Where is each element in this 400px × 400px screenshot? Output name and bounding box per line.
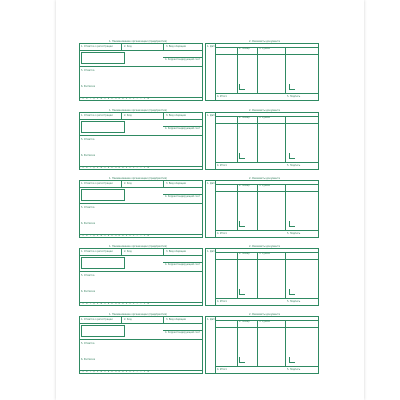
row-divider bbox=[79, 187, 203, 188]
entry-box[interactable] bbox=[81, 121, 125, 133]
field-label-operation: 3. Вид операции bbox=[166, 45, 187, 48]
block-header-left: 1. Наименование организации (предприятия) bbox=[109, 313, 167, 316]
field-label-mark: 5. Отметка bbox=[81, 274, 95, 277]
col-divider bbox=[121, 112, 122, 119]
code-ticks: А Б В Г Д Е Ж З И К Л М Н О П Р С Т У Ф bbox=[79, 98, 150, 100]
field-label-signature: 5. Подпись bbox=[287, 300, 301, 303]
row-divider bbox=[79, 66, 203, 67]
row-divider bbox=[215, 366, 319, 367]
row-divider bbox=[215, 230, 319, 231]
code-ticks: А Б В Г Д Е Ж З И К Л М Н О П Р С Т У Ф bbox=[79, 371, 150, 373]
field-label-total: 4. Итого bbox=[217, 164, 227, 167]
field-label-registration: 1. Отметка о регистрации bbox=[81, 182, 113, 185]
entry-box[interactable] bbox=[81, 325, 125, 337]
field-label-sum: 3. Сумма bbox=[259, 184, 270, 187]
field-label-registration: 1. Отметка о регистрации bbox=[81, 114, 113, 117]
field-label-sum: 3. Сумма bbox=[259, 320, 270, 323]
field-label-account: 4. Корреспондирующий счет bbox=[165, 331, 201, 334]
row-divider bbox=[79, 119, 203, 120]
block-header-left: 1. Наименование организации (предприятия) bbox=[109, 245, 167, 248]
field-label-total: 4. Итого bbox=[217, 300, 227, 303]
field-label-operation: 3. Вид операции bbox=[166, 182, 187, 185]
row-divider bbox=[215, 162, 319, 163]
field-label-mark: 5. Отметка bbox=[81, 206, 95, 209]
field-label-code: 2. Код bbox=[124, 250, 132, 253]
field-label-operation: 3. Вид операции bbox=[166, 114, 187, 117]
col-divider bbox=[121, 43, 122, 50]
row-divider bbox=[215, 123, 319, 124]
entry-box[interactable] bbox=[81, 257, 125, 269]
row-divider bbox=[79, 255, 203, 256]
block-header-right: 2. Реквизиты документа bbox=[249, 109, 280, 112]
form-block bbox=[79, 109, 319, 173]
corner-mark bbox=[239, 357, 245, 363]
corner-mark bbox=[289, 221, 295, 227]
field-label-signature: 5. Подпись bbox=[287, 232, 301, 235]
field-label-number: 2. Номер bbox=[239, 116, 250, 119]
field-label-account: 4. Корреспондирующий счет bbox=[165, 127, 201, 130]
row-divider bbox=[215, 298, 319, 299]
form-block bbox=[79, 177, 319, 241]
block-header-left: 1. Наименование организации (предприятия) bbox=[109, 109, 167, 112]
entry-box[interactable] bbox=[81, 52, 125, 64]
field-label-number: 2. Номер bbox=[239, 252, 250, 255]
block-header-right: 2. Реквизиты документа bbox=[249, 40, 280, 43]
col-divider bbox=[121, 316, 122, 323]
form-block bbox=[79, 245, 319, 309]
col-divider bbox=[163, 248, 164, 255]
field-label-receipt: 6. Расписка bbox=[81, 358, 96, 361]
field-label-number: 2. Номер bbox=[239, 184, 250, 187]
field-label-sum: 3. Сумма bbox=[259, 252, 270, 255]
corner-mark bbox=[289, 84, 295, 90]
col-divider bbox=[121, 180, 122, 187]
block-header-right: 2. Реквизиты документа bbox=[249, 177, 280, 180]
block-header-right: 2. Реквизиты документа bbox=[249, 245, 280, 248]
field-label-date: 1. Дата bbox=[207, 250, 216, 253]
field-label-total: 4. Итого bbox=[217, 368, 227, 371]
block-header-left: 1. Наименование организации (предприятия) bbox=[109, 177, 167, 180]
block-header-left: 1. Наименование организации (предприятия) bbox=[109, 40, 167, 43]
row-divider bbox=[79, 203, 203, 204]
field-label-signature: 5. Подпись bbox=[287, 164, 301, 167]
field-label-account: 4. Корреспондирующий счет bbox=[165, 58, 201, 61]
form-block bbox=[79, 40, 319, 104]
field-label-mark: 5. Отметка bbox=[81, 342, 95, 345]
row-divider bbox=[215, 54, 319, 55]
row-divider bbox=[79, 135, 203, 136]
field-label-registration: 1. Отметка о регистрации bbox=[81, 45, 113, 48]
field-label-receipt: 6. Расписка bbox=[81, 222, 96, 225]
code-ticks: А Б В Г Д Е Ж З И К Л М Н О П Р С Т У Ф bbox=[79, 303, 150, 305]
field-label-total: 4. Итого bbox=[217, 232, 227, 235]
field-label-operation: 3. Вид операции bbox=[166, 250, 187, 253]
row-divider bbox=[215, 327, 319, 328]
field-label-registration: 1. Отметка о регистрации bbox=[81, 250, 113, 253]
field-label-code: 2. Код bbox=[124, 182, 132, 185]
row-divider bbox=[215, 93, 319, 94]
col-divider bbox=[163, 43, 164, 50]
col-divider bbox=[121, 248, 122, 255]
code-ticks: А Б В Г Д Е Ж З И К Л М Н О П Р С Т У Ф bbox=[79, 235, 150, 237]
field-label-mark: 5. Отметка bbox=[81, 69, 95, 72]
field-label-signature: 5. Подпись bbox=[287, 95, 301, 98]
row-divider bbox=[215, 259, 319, 260]
row-divider bbox=[79, 50, 203, 51]
field-label-total: 4. Итого bbox=[217, 95, 227, 98]
col-divider bbox=[163, 316, 164, 323]
field-label-date: 1. Дата bbox=[207, 114, 216, 117]
field-label-signature: 5. Подпись bbox=[287, 368, 301, 371]
corner-mark bbox=[239, 289, 245, 295]
field-label-mark: 5. Отметка bbox=[81, 138, 95, 141]
block-header-right: 2. Реквизиты документа bbox=[249, 313, 280, 316]
field-label-account: 4. Корреспондирующий счет bbox=[165, 195, 201, 198]
code-ticks: А Б В Г Д Е Ж З И К Л М Н О П Р С Т У Ф bbox=[79, 167, 150, 169]
field-label-code: 2. Код bbox=[124, 114, 132, 117]
field-label-receipt: 6. Расписка bbox=[81, 85, 96, 88]
col-divider bbox=[163, 180, 164, 187]
corner-mark bbox=[239, 153, 245, 159]
form-block bbox=[79, 313, 319, 377]
corner-mark bbox=[239, 221, 245, 227]
field-label-number: 2. Номер bbox=[239, 47, 250, 50]
row-divider bbox=[215, 191, 319, 192]
field-label-date: 1. Дата bbox=[207, 182, 216, 185]
corner-mark bbox=[289, 289, 295, 295]
field-label-operation: 3. Вид операции bbox=[166, 318, 187, 321]
corner-mark bbox=[289, 357, 295, 363]
corner-mark bbox=[289, 153, 295, 159]
field-label-receipt: 6. Расписка bbox=[81, 154, 96, 157]
field-label-date: 1. Дата bbox=[207, 45, 216, 48]
field-label-date: 1. Дата bbox=[207, 318, 216, 321]
field-label-sum: 3. Сумма bbox=[259, 116, 270, 119]
field-label-number: 2. Номер bbox=[239, 320, 250, 323]
field-label-receipt: 6. Расписка bbox=[81, 290, 96, 293]
row-divider bbox=[79, 271, 203, 272]
field-label-code: 2. Код bbox=[124, 318, 132, 321]
row-divider bbox=[79, 339, 203, 340]
field-label-code: 2. Код bbox=[124, 45, 132, 48]
row-divider bbox=[79, 323, 203, 324]
field-label-registration: 1. Отметка о регистрации bbox=[81, 318, 113, 321]
entry-box[interactable] bbox=[81, 189, 125, 201]
field-label-sum: 3. Сумма bbox=[259, 47, 270, 50]
col-divider bbox=[163, 112, 164, 119]
field-label-account: 4. Корреспондирующий счет bbox=[165, 263, 201, 266]
corner-mark bbox=[239, 84, 245, 90]
